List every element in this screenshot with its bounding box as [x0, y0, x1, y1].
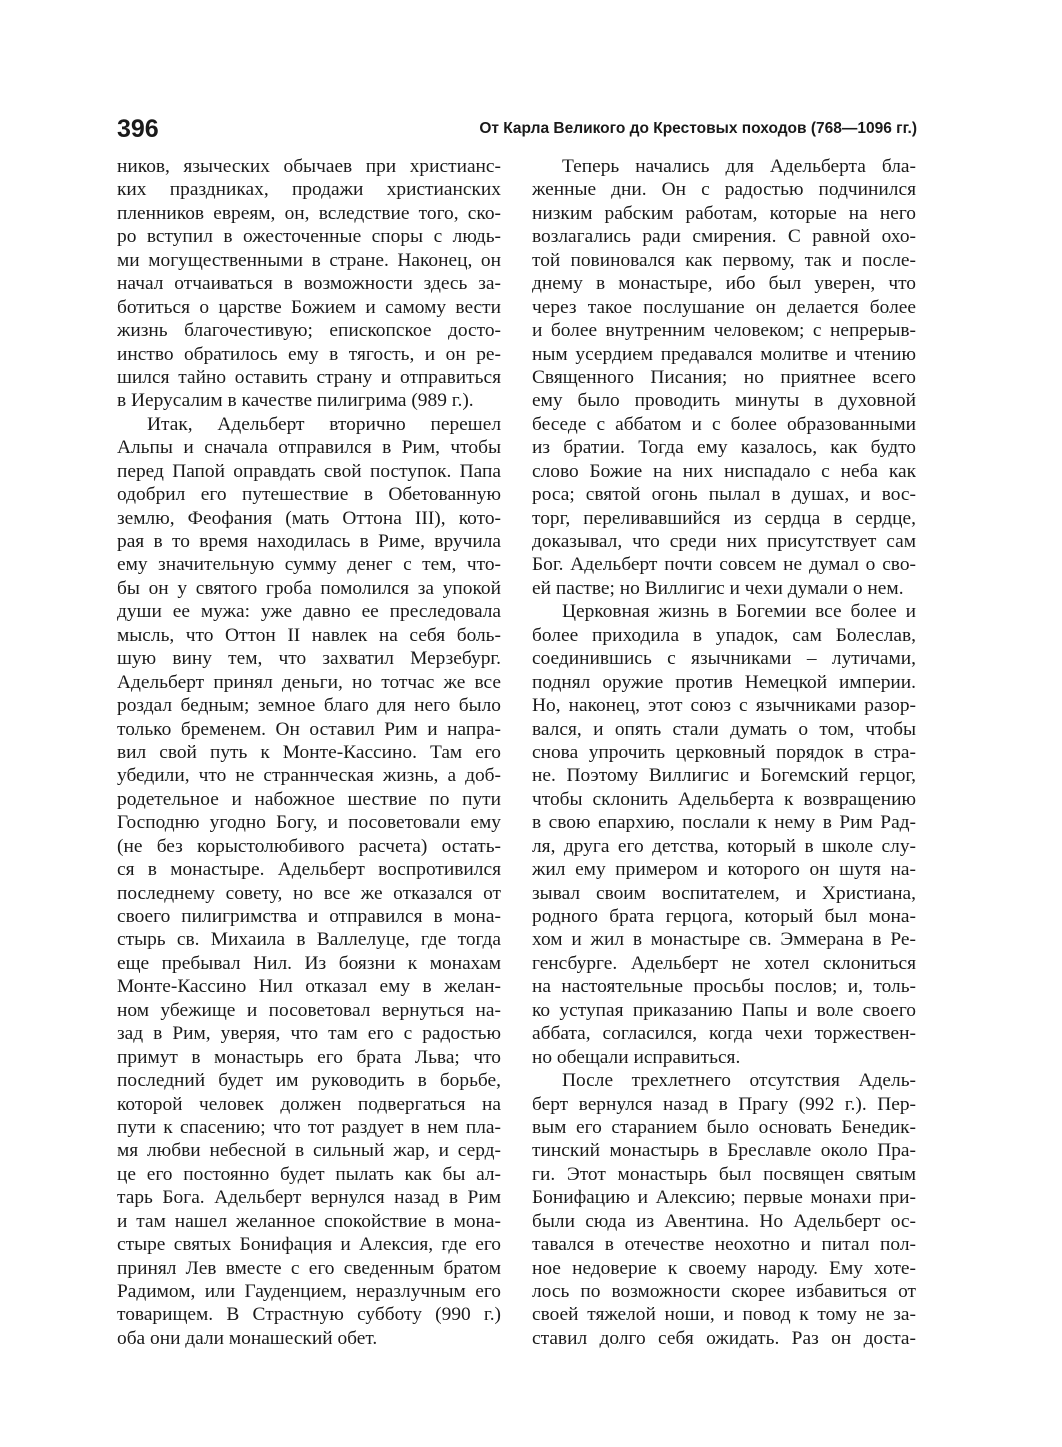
- text-line: инство обратилось ему в тягость, и он ре-: [117, 343, 501, 365]
- text-line: ему было проводить минуты в духовной: [532, 390, 916, 412]
- text-line: днему в монастыре, ибо был уверен, что: [532, 273, 916, 295]
- text-line: зад в Рим, уверяя, что там его с радостью: [117, 1023, 501, 1045]
- text-line: соединившись с язычниками – лутичами,: [532, 648, 916, 670]
- text-line: поднял оружие против Немецкой империи.: [532, 671, 916, 693]
- text-line: последнему совету, но все же отказался от: [117, 882, 501, 904]
- text-line: низким рабским работам, которые на него: [532, 202, 916, 224]
- text-line: не. Поэтому Виллигис и Богемский герцог,: [532, 765, 916, 787]
- text-line: ботиться о царстве Божием и самому вести: [117, 296, 501, 318]
- text-line: родного брата герцога, который был мона-: [532, 906, 916, 927]
- text-line: стырь св. Михаила в Валлелуце, где тогда: [117, 929, 501, 951]
- text-line: своего пилигримства и отправился в мона-: [117, 906, 501, 927]
- text-line: перед Папой оправдать свой поступок. Папа: [117, 460, 501, 482]
- text-line: товарищем. В Страстную субботу (990 г.): [117, 1304, 501, 1326]
- text-line: тавался в отечестве неохотно и питал пол-: [532, 1234, 916, 1256]
- text-line: из братии. Тогда ему казалось, как будто: [532, 437, 916, 459]
- text-line: но обещали исправиться.: [532, 1046, 741, 1068]
- text-line: ля, друга его детства, который в школе слу-: [532, 835, 916, 857]
- text-line: стыре святых Бонифация и Алексия, где его: [117, 1234, 501, 1256]
- text-line: роса; святой огонь пылал в душах, и вос-: [532, 484, 916, 506]
- text-line: Адельберт принял деньги, но тотчас же все: [117, 671, 501, 693]
- text-line: чтобы склонить Адельберта к возвращению: [532, 788, 916, 810]
- text-line: зывал своим воспитателем, и Христиана,: [532, 882, 916, 904]
- text-line: ся в монастыре. Адельберт воспротивился: [117, 859, 501, 881]
- text-line: женные дни. Он с радостью подчинился: [532, 179, 916, 201]
- text-line: примут в монастырь его брата Льва; что: [117, 1046, 501, 1068]
- text-line: торг, переливавшийся из сердца в сердце,: [532, 507, 916, 529]
- text-line: начал отчаиваться в возможности здесь за-: [117, 273, 501, 295]
- text-line: слово Божие на них ниспадало с неба как: [532, 460, 916, 482]
- text-line: беседе с аббатом и с более образованными: [532, 413, 916, 435]
- text-line: Но, наконец, этот союз с язычниками разор-: [532, 695, 916, 717]
- text-line: вил свой путь к Монте-Кассино. Там его: [117, 741, 501, 763]
- text-line: вался, и опять стали думать о том, чтобы: [532, 718, 916, 740]
- text-line: Монте-Кассино Нил отказал ему в желан-: [117, 976, 501, 998]
- text-line: тарь Бога. Адельберт вернулся назад в Рим: [117, 1187, 501, 1209]
- text-line: лось по возможности скорее избавиться от: [532, 1281, 916, 1302]
- text-line: пути к спасению; что тот раздует в нем пла-: [117, 1116, 501, 1138]
- text-line: души ее мужа: уже давно ее преследовала: [117, 601, 501, 623]
- text-line: ей пастве; но Виллигис и чехи думали о нем.: [532, 577, 904, 599]
- text-line: После трехлетнего отсутствия Адель-: [562, 1070, 916, 1092]
- text-line: снова упрочить церковный порядок в стра-: [532, 741, 916, 763]
- text-line: бы он у святого гроба помолился за упокой: [117, 577, 501, 599]
- text-line: возлагались ради смирения. С равной охо-: [532, 226, 916, 248]
- text-line: аббата, согласился, когда чехи торжествен-: [532, 1023, 916, 1045]
- text-line: Господню угодно Богу, и посоветовали ему: [117, 812, 501, 834]
- text-line: своей тяжелой ноши, и повод к тому не за-: [532, 1304, 916, 1326]
- text-column-right: [532, 155, 916, 1350]
- text-line: Радимом, или Гауденцием, неразлучным его: [117, 1281, 501, 1302]
- text-line: ему значительную сумму денег с тем, что-: [117, 554, 501, 576]
- text-line: оба они дали монашеский обет.: [117, 1327, 378, 1349]
- text-line: ких праздниках, продажи христианских: [117, 179, 501, 201]
- text-line: и более внутренним человеком; с непрерыв-: [532, 320, 916, 342]
- text-line: (не без корыстолюбивого расчета) остать-: [117, 835, 501, 857]
- page-number: 396: [117, 115, 159, 143]
- text-line: Бонифацию и Алексию; первые монахи при-: [532, 1187, 916, 1209]
- page-header: [117, 114, 917, 148]
- text-line: которой человек должен подвергаться на: [117, 1093, 501, 1115]
- text-line: жил ему примером и которого он шутя на-: [532, 859, 916, 881]
- text-line: ном убежище и посоветовал вернуться на-: [117, 999, 501, 1021]
- text-line: и там нашел желанное спокойствие в мона-: [117, 1210, 501, 1232]
- text-line: в Иерусалим в качестве пилигрима (989 г.).: [117, 390, 474, 412]
- text-line: только бременем. Он оставил Рим и напра-: [117, 718, 501, 740]
- text-line: ко уступая приказанию Папы и воле своего: [532, 999, 916, 1021]
- text-line: роздал бедным; земное благо для него было: [117, 695, 501, 717]
- text-line: землю, Феофания (мать Оттона III), кото-: [117, 507, 501, 529]
- text-line: принял Лев вместе с его сведенным братом: [117, 1257, 501, 1279]
- text-line: хом и жил в монастыре св. Эммерана в Ре-: [532, 929, 916, 951]
- text-line: мысль, что Оттон II навлек на себя боль-: [117, 624, 501, 646]
- text-line: мя любви небесной в сильный жар, и серд-: [117, 1140, 501, 1162]
- text-line: родетельное и набожное шествие по пути: [117, 788, 501, 810]
- text-line: на настоятельные просьбы послов; и, толь-: [532, 976, 916, 998]
- text-line: ми могущественными в стране. Наконец, он: [117, 249, 501, 271]
- text-line: одобрил его путешествие в Обетованную: [117, 484, 501, 506]
- text-line: шился тайно оставить страну и отправиться: [117, 366, 501, 388]
- running-title: От Карла Великого до Крестовых походов (768—1096 гг.): [479, 120, 917, 137]
- text-line: рая в то время находилась в Риме, вручила: [117, 531, 501, 552]
- text-line: Бог. Адельберт почти совсем не думал о сво-: [532, 554, 916, 576]
- text-line: через такое послушание он делается более: [532, 296, 916, 318]
- text-line: ников, языческих обычаев при христианс-: [117, 156, 501, 177]
- text-line: в свою епархию, послали к нему в Рим Рад-: [532, 812, 916, 834]
- text-line: ное недоверие к своему народу. Ему хоте-: [532, 1257, 916, 1279]
- text-line: Альпы и сначала отправился в Рим, чтобы: [117, 437, 501, 459]
- text-line: Итак, Адельберт вторично перешел: [147, 413, 501, 435]
- text-line: ставил долго себя ожидать. Раз он доста-: [532, 1327, 916, 1349]
- text-line: последний будет им руководить в борьбе,: [117, 1070, 501, 1092]
- text-line: ным усердием предавался молитве и чтению: [532, 343, 916, 365]
- text-line: вым его старанием было основать Бенедик-: [532, 1116, 916, 1138]
- text-line: Церковная жизнь в Богемии все более и: [562, 601, 916, 623]
- text-line: генсбурге. Адельберт не хотел склониться: [532, 952, 916, 974]
- text-line: Теперь начались для Адельберта бла-: [562, 156, 916, 177]
- text-line: той повиновался как первому, так и после-: [532, 249, 916, 271]
- text-line: доказывал, что среди них присутствует сам: [532, 531, 916, 552]
- text-line: убедили, что не страннческая жизнь, а доб-: [117, 765, 501, 787]
- text-line: были сюда из Авентина. Но Адельберт ос-: [532, 1210, 916, 1232]
- text-column-left: [117, 155, 501, 1350]
- text-line: ро вступил в ожесточенные споры с людь-: [117, 226, 501, 248]
- text-line: пленников евреям, он, вследствие того, ско-: [117, 202, 501, 224]
- text-line: более приходила в упадок, сам Болеслав,: [532, 624, 916, 646]
- text-line: шую вину тем, что захватил Мерзебург.: [117, 648, 501, 670]
- text-line: берт вернулся назад в Прагу (992 г.). Пер-: [532, 1093, 916, 1115]
- text-line: тинский монастырь в Бреславле около Пра-: [532, 1140, 916, 1162]
- text-line: Священного Писания; но приятнее всего: [532, 366, 916, 388]
- text-line: це его постоянно будет пылать как бы ал-: [117, 1163, 501, 1185]
- text-line: еще пребывал Нил. Из боязни к монахам: [117, 952, 501, 974]
- text-line: ги. Этот монастырь был посвящен святым: [532, 1163, 916, 1185]
- text-line: жизнь благочестивую; епископское досто-: [117, 320, 501, 342]
